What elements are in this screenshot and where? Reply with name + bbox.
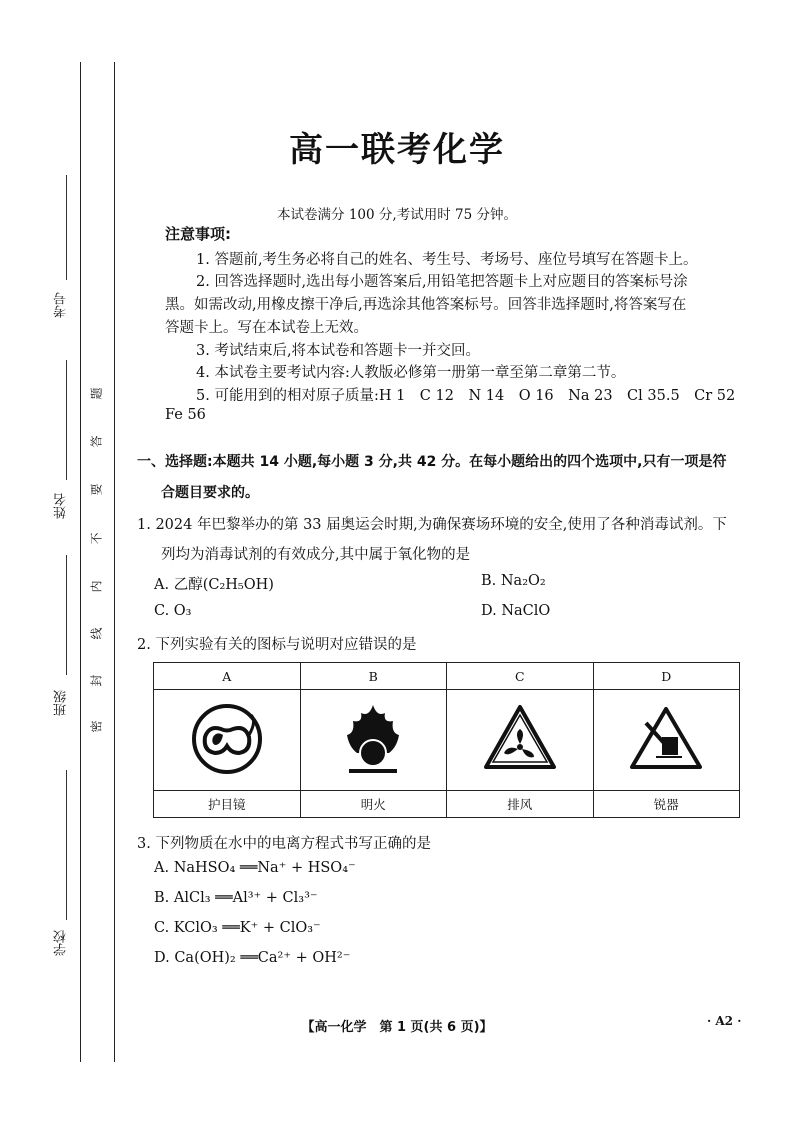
icon-table bbox=[153, 662, 740, 818]
notice-heading: 注意事项: bbox=[165, 225, 231, 243]
seal-char: 线 bbox=[89, 627, 104, 640]
page-footer: 【高一化学 第 1 页(共 6 页)】 bbox=[301, 1020, 493, 1035]
exam-no-label: 考号 bbox=[54, 292, 69, 318]
fan-icon bbox=[480, 699, 560, 779]
option-1c: C. O₃ bbox=[154, 603, 192, 619]
name-blank bbox=[66, 360, 67, 480]
question-1: 1. 2024 年巴黎举办的第 33 届奥运会时期,为确保赛场环境的安全,使用了各种消毒试剂。下 bbox=[137, 517, 727, 533]
table-header: A bbox=[154, 663, 301, 690]
option-3a: A. NaHSO₄ ══Na⁺ + HSO₄⁻ bbox=[154, 860, 356, 876]
caption-goggles: 护目镜 bbox=[154, 791, 301, 818]
caption-sharp: 锐器 bbox=[593, 791, 740, 818]
seal-char: 要 bbox=[89, 483, 104, 496]
school-blank bbox=[66, 770, 67, 920]
table-header: C bbox=[447, 663, 594, 690]
fan-icon-cell bbox=[447, 690, 594, 791]
school-label: 学校 bbox=[54, 930, 69, 956]
option-1a: A. 乙醇(C₂H₅OH) bbox=[154, 577, 274, 593]
caption-flame: 明火 bbox=[300, 791, 447, 818]
flame-icon-cell bbox=[300, 690, 447, 791]
notice-line: 答题卡上。写在本试卷上无效。 bbox=[165, 320, 368, 336]
option-1d: D. NaClO bbox=[481, 603, 551, 619]
seal-char: 封 bbox=[89, 674, 104, 687]
table-header: B bbox=[300, 663, 447, 690]
notice-line: 黑。如需改动,用橡皮擦干净后,再选涂其他答案标号。回答非选择题时,将答案写在 bbox=[165, 297, 687, 313]
question-1-cont: 列均为消毒试剂的有效成分,其中属于氧化物的是 bbox=[161, 547, 471, 563]
flame-icon bbox=[333, 699, 413, 779]
notice-line: 2. 回答选择题时,选出每小题答案后,用铅笔把答题卡上对应题目的答案标号涂 bbox=[196, 274, 688, 290]
sharp-object-icon-cell bbox=[593, 690, 740, 791]
class-label: 班级 bbox=[54, 690, 69, 716]
paper-code: · A2 · bbox=[707, 1014, 742, 1028]
table-header: D bbox=[593, 663, 740, 690]
name-label: 姓名 bbox=[54, 493, 69, 519]
seal-char: 答 bbox=[89, 435, 104, 448]
exam-no-blank bbox=[66, 175, 67, 280]
sharp-object-icon bbox=[626, 699, 706, 779]
goggles-icon bbox=[187, 699, 267, 779]
section-heading-cont: 合题目要求的。 bbox=[161, 485, 259, 501]
caption-fan: 排风 bbox=[447, 791, 594, 818]
notice-line: 3. 考试结束后,将本试卷和答题卡一并交回。 bbox=[196, 343, 481, 359]
seal-char: 不 bbox=[89, 532, 104, 545]
option-3c: C. KClO₃ ══K⁺ + ClO₃⁻ bbox=[154, 920, 321, 936]
seal-char: 密 bbox=[89, 720, 104, 733]
notice-line: Fe 56 bbox=[165, 407, 206, 423]
intro-text: 本试卷满分 100 分,考试用时 75 分钟。 bbox=[277, 207, 517, 223]
question-2: 2. 下列实验有关的图标与说明对应错误的是 bbox=[137, 637, 417, 653]
class-blank bbox=[66, 555, 67, 675]
section-heading: 一、选择题:本题共 14 小题,每小题 3 分,共 42 分。在每小题给出的四个选项中,只有一项是符 bbox=[137, 454, 727, 470]
option-1b: B. Na₂O₂ bbox=[481, 573, 546, 589]
goggles-icon-cell bbox=[154, 690, 301, 791]
seal-char: 内 bbox=[89, 580, 104, 593]
seal-char: 题 bbox=[89, 387, 104, 400]
option-3d: D. Ca(OH)₂ ══Ca²⁺ + OH²⁻ bbox=[154, 950, 351, 966]
option-3b: B. AlCl₃ ══Al³⁺ + Cl₃³⁻ bbox=[154, 890, 318, 906]
notice-line: 4. 本试卷主要考试内容:人教版必修第一册第一章至第二章第二节。 bbox=[196, 365, 626, 381]
question-3: 3. 下列物质在水中的电离方程式书写正确的是 bbox=[137, 836, 431, 852]
notice-line: 1. 答题前,考生务必将自己的姓名、考生号、考场号、座位号填写在答题卡上。 bbox=[196, 252, 698, 268]
page-title: 高一联考化学 bbox=[289, 130, 505, 170]
notice-line: 5. 可能用到的相对原子质量:H 1 C 12 N 14 O 16 Na 23 Cl 35.5 Cr 52 bbox=[196, 388, 736, 404]
